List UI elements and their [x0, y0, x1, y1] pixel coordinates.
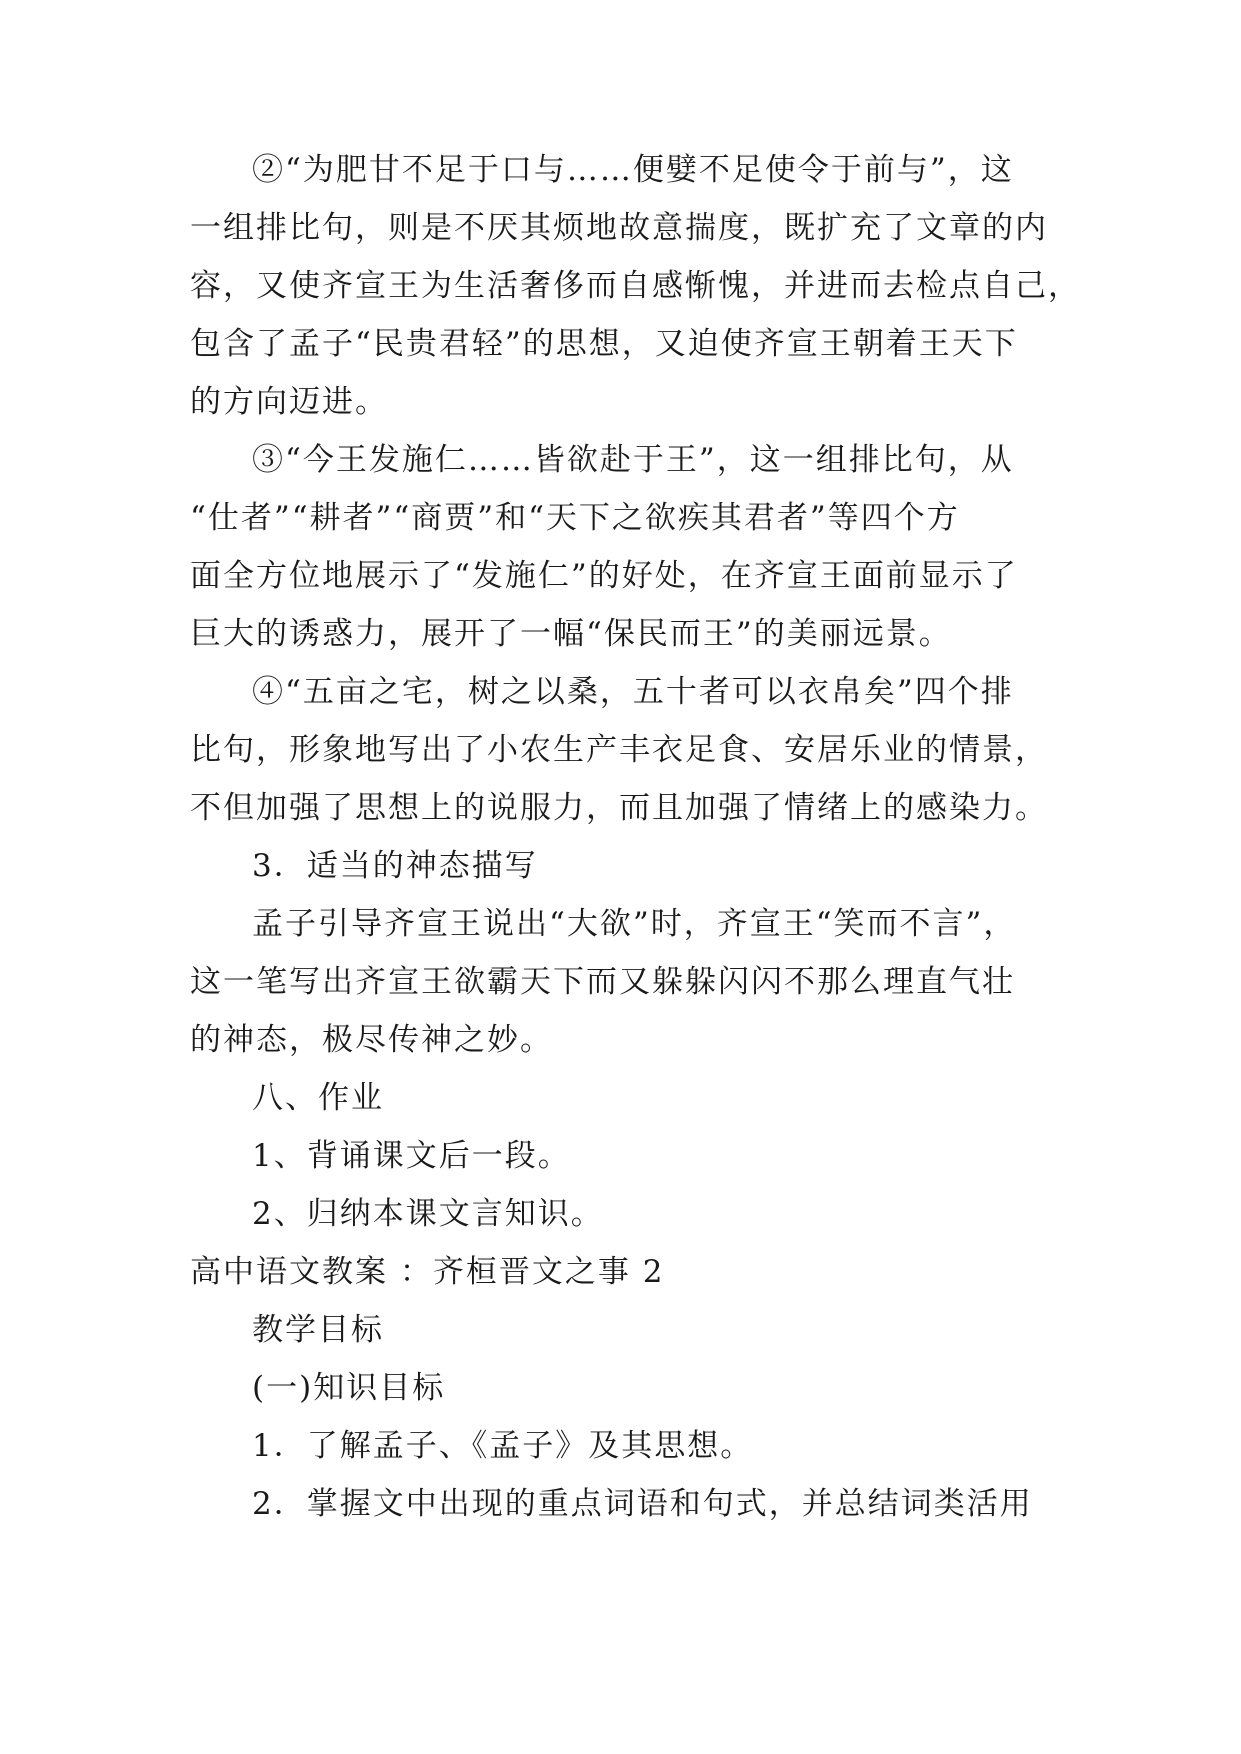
- knowledge-goal-1: 1．了解孟子、《孟子》及其思想。: [252, 1428, 754, 1464]
- paragraph-3-line-3: 面全方位地展示了“发施仁”的好处，在齐宣王面前显示了: [190, 558, 1018, 594]
- paragraph-5-line-1: 孟子引导齐宣王说出“大欲”时，齐宣王“笑而不言”，: [252, 906, 1017, 942]
- homework-item-1: 1、背诵课文后一段。: [252, 1138, 571, 1174]
- homework-item-2: 2、归纳本课文言知识。: [252, 1196, 604, 1232]
- knowledge-goals-heading: (一)知识目标: [252, 1370, 446, 1406]
- paragraph-3-line-2: “仕者”“耕者”“商贾”和“天下之欲疾其君者”等四个方: [190, 500, 960, 536]
- homework-heading: 八、作业: [252, 1080, 384, 1116]
- paragraph-4-line-3: 不但加强了思想上的说服力，而且加强了情绪上的感染力。: [190, 790, 1048, 826]
- teaching-goals-heading: 教学目标: [252, 1312, 384, 1348]
- paragraph-2-line-4: 包含了孟子“民贵君轻”的思想，又迫使齐宣王朝着王天下: [190, 326, 1018, 362]
- paragraph-2-line-1: ②“为肥甘不足于口与……便嬖不足使令于前与”，这: [252, 152, 1014, 188]
- paragraph-3-line-4: 巨大的诱惑力，展开了一幅“保民而王”的美丽远景。: [190, 616, 952, 652]
- paragraph-2-line-3: 容，又使齐宣王为生活奢侈而自感惭愧，并进而去检点自己，: [190, 268, 1081, 304]
- paragraph-4-line-2: 比句，形象地写出了小农生产丰衣足食、安居乐业的情景，: [190, 732, 1048, 768]
- paragraph-5-line-2: 这一笔写出齐宣王欲霸天下而又躲躲闪闪不那么理直气壮: [190, 964, 1015, 1000]
- paragraph-5-line-3: 的神态，极尽传神之妙。: [190, 1022, 553, 1058]
- paragraph-2-line-5: 的方向迈进。: [190, 384, 388, 420]
- paragraph-4-line-1: ④“五亩之宅，树之以桑，五十者可以衣帛矣”四个排: [252, 674, 1014, 710]
- paragraph-2-line-2: 一组排比句，则是不厌其烦地故意揣度，既扩充了文章的内: [190, 210, 1048, 246]
- paragraph-3-line-1: ③“今王发施仁……皆欲赴于王”，这一组排比句，从: [252, 442, 1014, 478]
- lesson-title: 高中语文教案 ：齐桓晋文之事 2: [190, 1254, 665, 1290]
- section-heading-3: 3．适当的神态描写: [252, 848, 538, 884]
- knowledge-goal-2: 2．掌握文中出现的重点词语和句式，并总结词类活用: [252, 1486, 1033, 1522]
